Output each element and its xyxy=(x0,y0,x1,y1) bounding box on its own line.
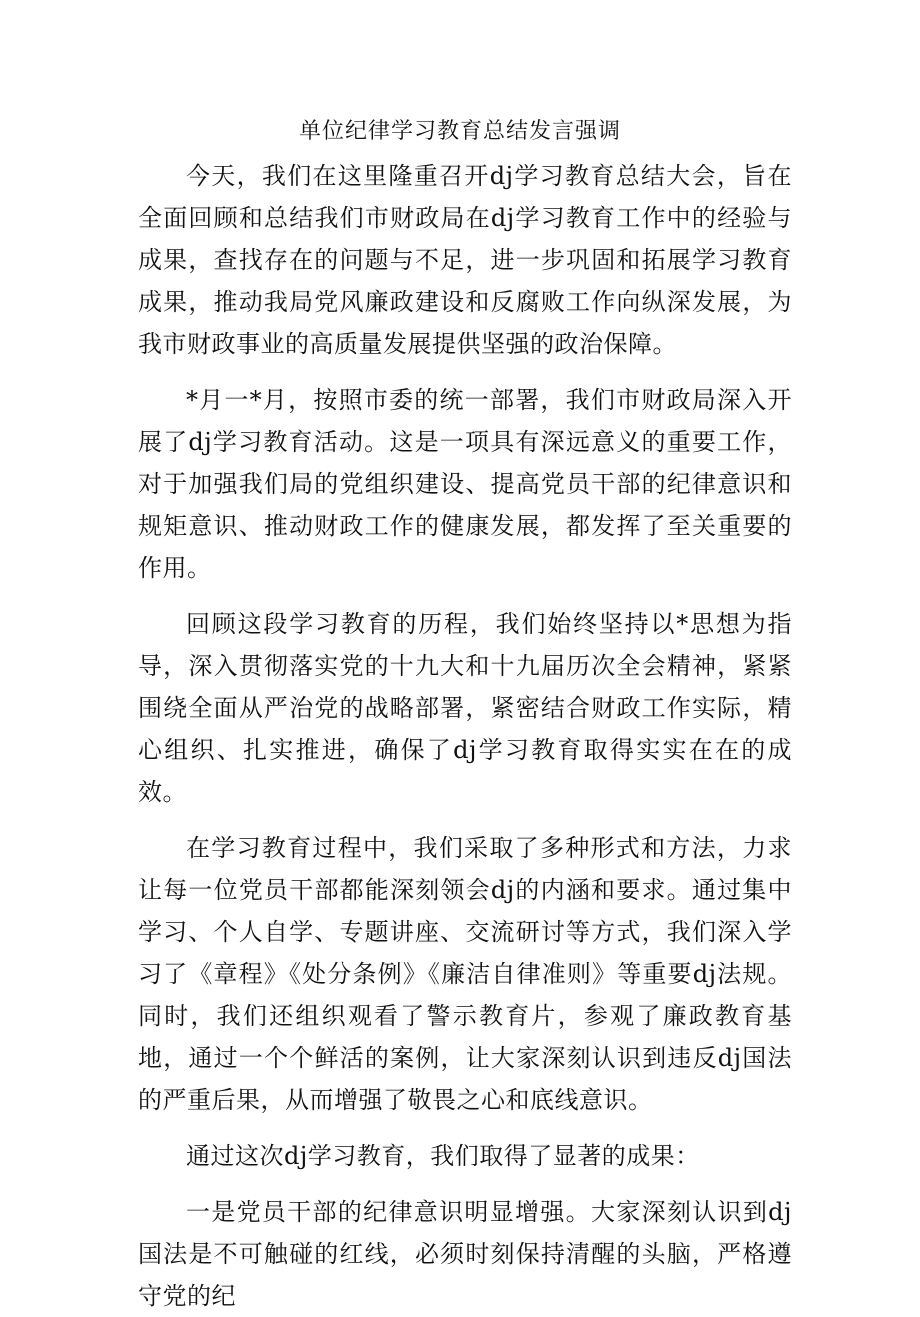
paragraph-results-intro: 通过这次dj学习教育，我们取得了显著的成果： xyxy=(186,1142,700,1170)
document-body xyxy=(138,155,792,1317)
document-title: 单位纪律学习教育总结发言强调 xyxy=(298,119,621,144)
paragraph-opening: 今天，我们在这里隆重召开dj学习教育总结大会，旨在全面回顾和总结我们市财政局在dj学习教育工作中的经验与成果，查找存在的问题与不足，进一步巩固和拓展学习教育成果，推动我局党风廉政建设和反腐败工作向纵深发展，为我市财政事业的高质量发展提供坚强的政治保障。 xyxy=(138,162,792,358)
paragraph-result-one: 一是党员干部的纪律意识明显增强。大家深刻认识到dj国法是不可触碰的红线，必须时刻保持清醒的头脑，严格遵守党的纪 xyxy=(138,1198,792,1310)
paragraph-methods: 在学习教育过程中，我们采取了多种形式和方法，力求让每一位党员干部都能深刻领会dj的内涵和要求。通过集中学习、个人自学、专题讲座、交流研讨等方式，我们深入学习了《章程》《处分条例》《廉洁自律准则》等重要dj法规。同时，我们还组织观看了警示教育片，参观了廉政教育基地，通过一个个鲜活的案例，让大家深刻认识到违反dj国法的严重后果，从而增强了敬畏之心和底线意识。 xyxy=(138,834,792,1114)
paragraph-review: 回顾这段学习教育的历程，我们始终坚持以*思想为指导，深入贯彻落实党的十九大和十九届历次全会精神，紧紧围绕全面从严治党的战略部署，紧密结合财政工作实际，精心组织、扎实推进，确保了dj学习教育取得实实在在的成效。 xyxy=(138,610,792,806)
paragraph-background: *月一*月，按照市委的统一部署，我们市财政局深入开展了dj学习教育活动。这是一项具有深远意义的重要工作，对于加强我们局的党组织建设、提高党员干部的纪律意识和规矩意识、推动财政工作的健康发展，都发挥了至关重要的作用。 xyxy=(138,386,792,582)
